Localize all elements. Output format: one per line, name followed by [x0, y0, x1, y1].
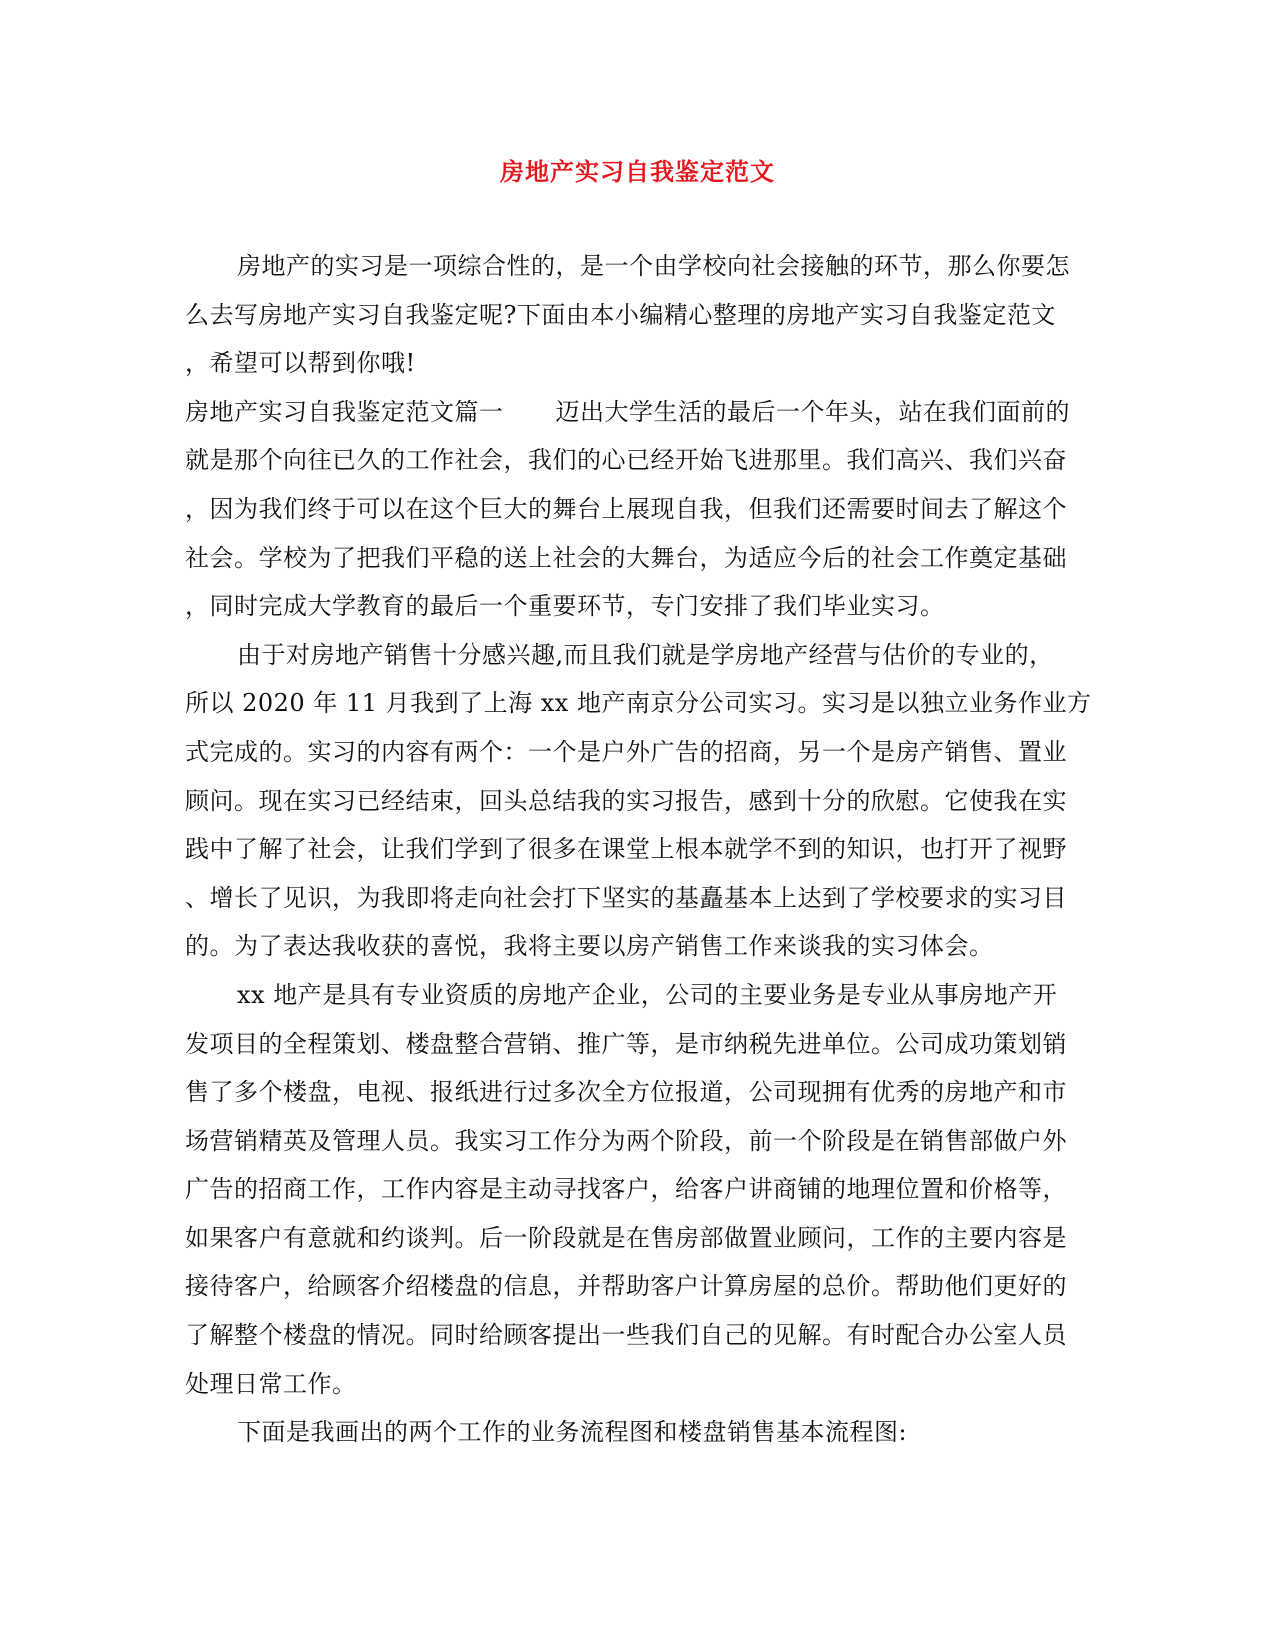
text-line: ，因为我们终于可以在这个巨大的舞台上展现自我，但我们还需要时间去了解这个: [185, 494, 1067, 523]
document-title: 房地产实习自我鉴定范文: [500, 157, 775, 186]
text-line: 由于对房地产销售十分感兴趣,而且我们就是学房地产经营与估价的专业的，: [237, 640, 1054, 669]
text-line: 顾问。现在实习已经结束，回头总结我的实习报告，感到十分的欣慰。它使我在实: [185, 786, 1067, 815]
text-line: 践中了解了社会，让我们学到了很多在课堂上根本就学不到的知识，也打开了视野: [185, 835, 1067, 864]
text-line: 如果客户有意就和约谈判。后一阶段就是在售房部做置业顾问，工作的主要内容是: [185, 1223, 1067, 1252]
text-line: ，同时完成大学教育的最后一个重要环节，专门安排了我们毕业实习。: [185, 592, 945, 621]
text-line: 么去写房地产实习自我鉴定呢?下面由本小编精心整理的房地产实习自我鉴定范文: [185, 300, 1056, 329]
text-line: 了解整个楼盘的情况。同时给顾客提出一些我们自己的见解。有时配合办公室人员: [185, 1321, 1067, 1350]
text-line: 场营销精英及管理人员。我实习工作分为两个阶段，前一个阶段是在销售部做户外: [185, 1126, 1067, 1155]
text-line: 就是那个向往已久的工作社会，我们的心已经开始飞进那里。我们高兴、我们兴奋: [185, 446, 1067, 475]
text-line: xx 地产是具有专业资质的房地产企业，公司的主要业务是专业从事房地产开: [237, 980, 1058, 1009]
text-line: 社会。学校为了把我们平稳的送上社会的大舞台，为适应今后的社会工作奠定基础: [185, 543, 1067, 572]
text-line: 处理日常工作。: [185, 1369, 357, 1398]
text-line: 、增长了见识，为我即将走向社会打下坚实的基矗基本上达到了学校要求的实习目: [185, 883, 1067, 912]
text-line: 的。为了表达我收获的喜悦，我将主要以房产销售工作来谈我的实习体会。: [185, 932, 994, 961]
text-line: 房地产的实习是一项综合性的，是一个由学校向社会接触的环节，那么你要怎: [237, 252, 1070, 280]
document-body: [185, 242, 1090, 1457]
text-line: 广告的招商工作，工作内容是主动寻找客户，给客户讲商铺的地理位置和价格等，: [185, 1175, 1067, 1204]
text-line: 售了多个楼盘，电视、报纸进行过多次全方位报道，公司现拥有优秀的房地产和市: [185, 1078, 1067, 1107]
section-heading: 房地产实习自我鉴定范文篇一: [185, 397, 504, 426]
section-text: 迈出大学生活的最后一个年头，站在我们面前的: [555, 397, 1070, 426]
text-line: 所以 2020 年 11 月我到了上海 xx 地产南京分公司实习。实习是以独立业务作业方: [185, 689, 1092, 718]
text-line: 下面是我画出的两个工作的业务流程图和楼盘销售基本流程图:: [237, 1418, 908, 1447]
text-line: 接待客户，给顾客介绍楼盘的信息，并帮助客户计算房屋的总价。帮助他们更好的: [185, 1272, 1067, 1301]
text-line-section: [185, 388, 1090, 437]
text-line: 发项目的全程策划、楼盘整合营销、推广等，是市纳税先进单位。公司成功策划销: [185, 1029, 1067, 1058]
text-line: 式完成的。实习的内容有两个：一个是户外广告的招商，另一个是房产销售、置业: [185, 737, 1067, 766]
text-line: ，希望可以帮到你哦!: [185, 349, 416, 378]
